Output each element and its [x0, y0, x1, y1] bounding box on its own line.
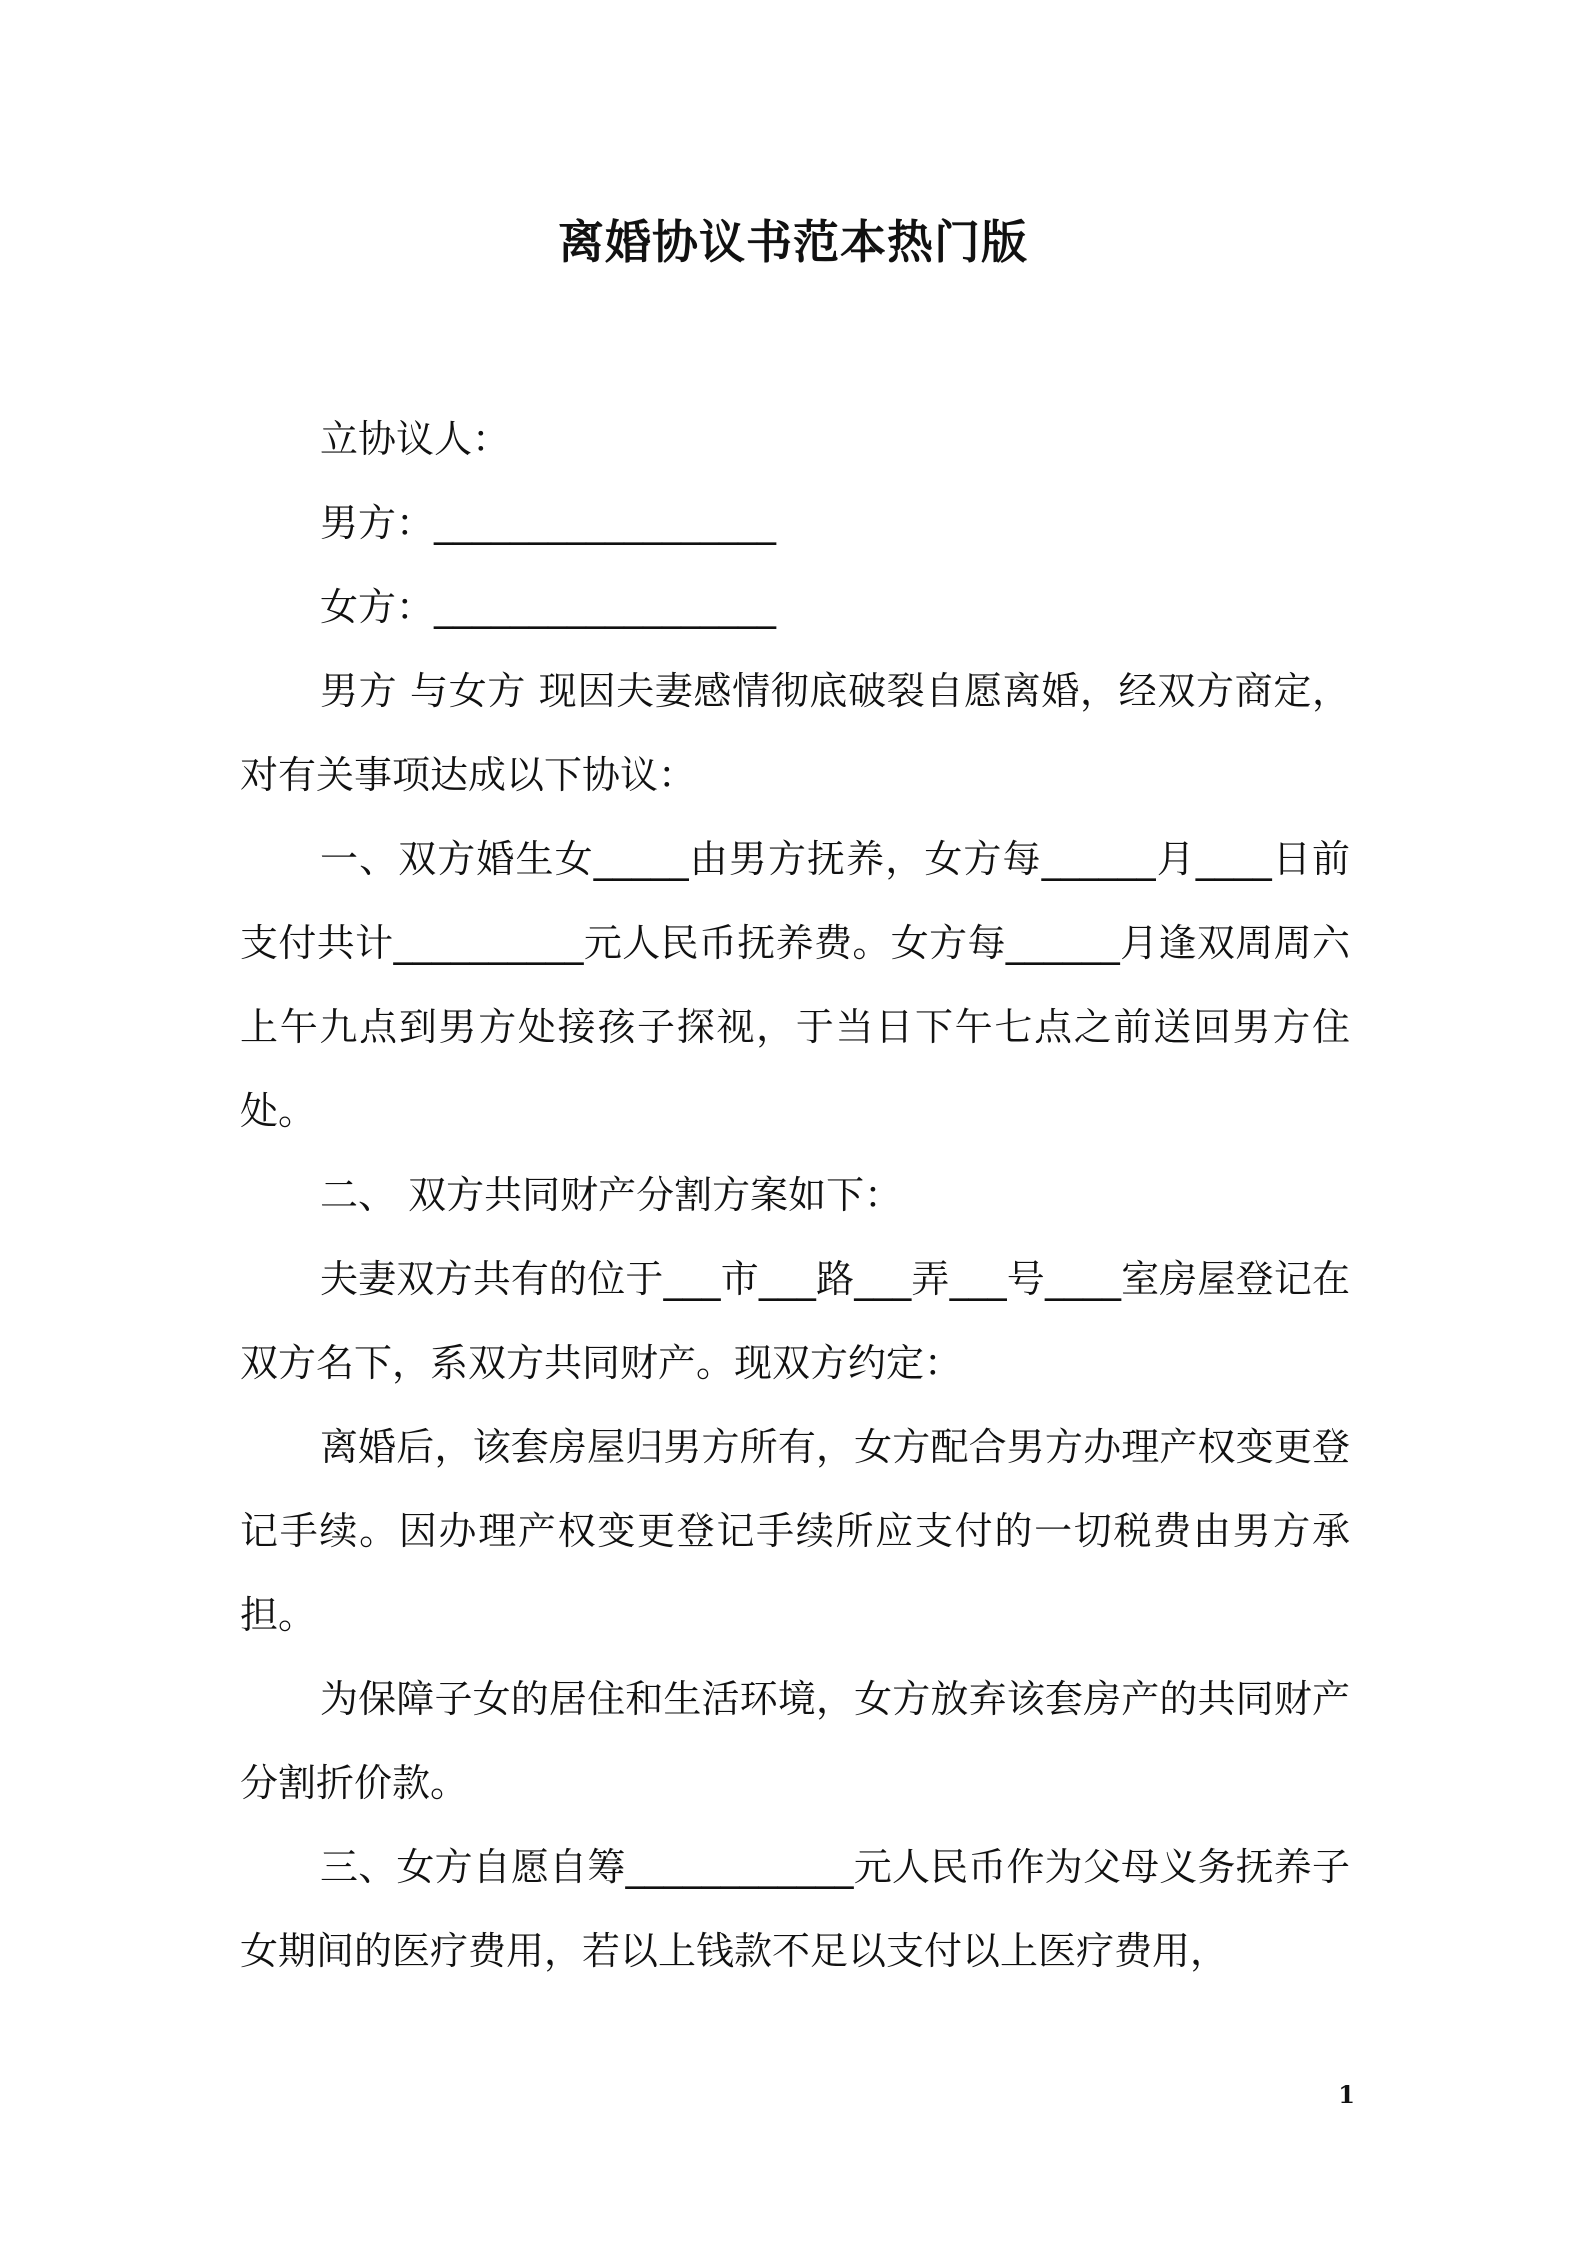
document-title: 离婚协议书范本热门版: [558, 215, 1028, 269]
paragraph-parties-heading: 立协议人：: [320, 417, 511, 461]
paragraph-property-ownership: 离婚后，该套房屋归男方所有，女方配合男方办理产权变更登记手续。因办理产权变更登记手续所应支付的一切税费由男方承担。: [240, 1425, 1350, 1637]
paragraph-female-party: 女方：__________________: [320, 585, 777, 629]
paragraph-preamble: 男方 与女方 现因夫妻感情彻底破裂自愿离婚，经双方商定，对有关事项达成以下协议：: [240, 669, 1350, 797]
page-number: 1: [1338, 2080, 1355, 2109]
paragraph-property-location: 夫妻双方共有的位于___市___路___弄___号____室房屋登记在双方名下，系双方共同财产。现双方约定：: [240, 1257, 1350, 1385]
paragraph-property-waiver: 为保障子女的居住和生活环境，女方放弃该套房产的共同财产分割折价款。: [240, 1677, 1350, 1805]
paragraph-clause-two: 二、 双方共同财产分割方案如下：: [320, 1173, 903, 1217]
paragraph-clause-three: 三、女方自愿自筹____________元人民币作为父母义务抚养子女期间的医疗费用，若以上钱款不足以支付以上医疗费用，: [240, 1845, 1350, 1973]
paragraph-clause-one: 一、双方婚生女_____由男方抚养，女方每______月____日前支付共计__________元人民币抚养费。女方每______月逢双周周六上午九点到男方处接孩子探视，于当日下午七点之前送回男方住处。: [240, 837, 1350, 1133]
paragraph-male-party: 男方：__________________: [320, 501, 777, 545]
document-body: [240, 397, 1350, 1993]
